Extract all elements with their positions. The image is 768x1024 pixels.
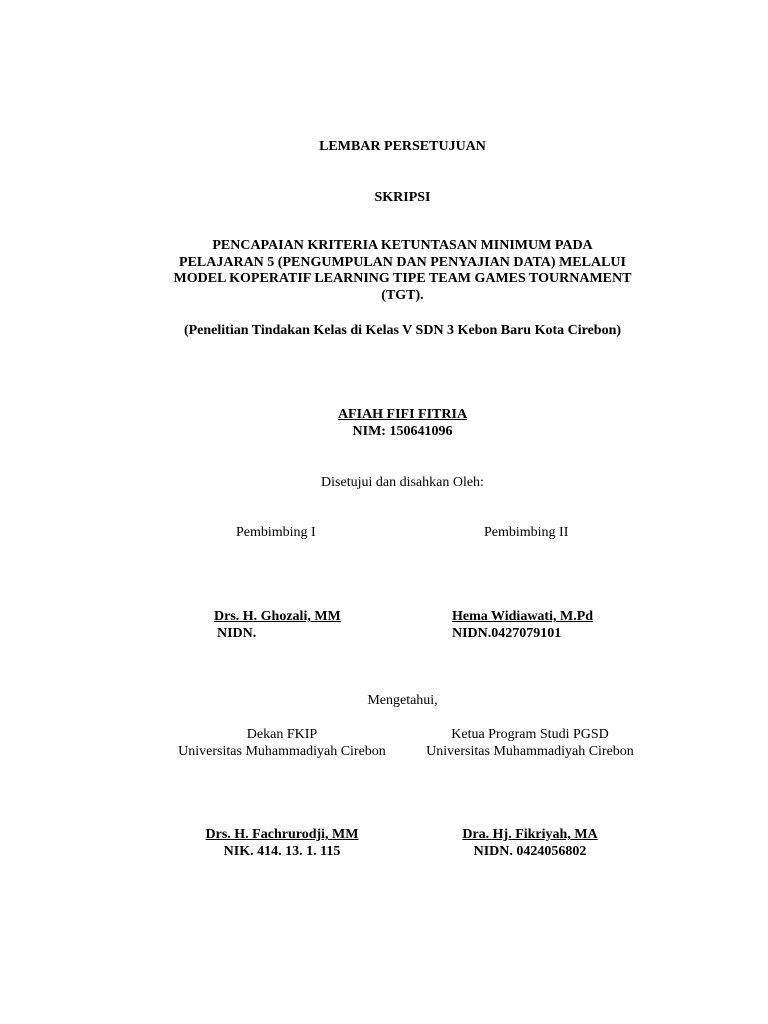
official-1-id: NIK. 414. 13. 1. 115: [223, 844, 341, 859]
official-1-name: Drs. H. Fachrurodji, MM: [205, 827, 359, 842]
acknowledge-text: Mengetahui,: [367, 693, 438, 708]
thesis-subtitle: (Penelitian Tindakan Kelas di Kelas V SDN 3 Kebon Baru Kota Cirebon): [183, 323, 622, 338]
official-2-position: Ketua Program Studi PGSD: [451, 727, 609, 742]
official-2-institution: Universitas Muhammadiyah Cirebon: [426, 744, 634, 759]
page-heading: LEMBAR PERSETUJUAN: [319, 139, 486, 154]
official-1-position: Dekan FKIP: [246, 727, 318, 742]
advisor-1-role: Pembimbing I: [236, 525, 316, 540]
document-type: SKRIPSI: [374, 190, 431, 205]
author-nim: NIM: 150641096: [352, 424, 453, 439]
thesis-title: [100, 238, 705, 304]
advisor-1-name: Drs. H. Ghozali, MM: [214, 609, 341, 624]
official-2-name: Dra. Hj. Fikriyah, MA: [462, 827, 598, 842]
advisor-2-id: NIDN.0427079101: [452, 626, 562, 641]
advisor-1-id: NIDN.: [217, 626, 257, 641]
thesis-title-line: PENCAPAIAN KRITERIA KETUNTASAN MINIMUM PADA: [212, 238, 593, 253]
author-name: AFIAH FIFI FITRIA: [337, 407, 468, 422]
official-2-id: NIDN. 0424056802: [473, 844, 587, 859]
advisor-2-name: Hema Widiawati, M.Pd: [452, 609, 594, 624]
advisor-2-role: Pembimbing II: [484, 525, 569, 540]
approval-text: Disetujui dan disahkan Oleh:: [321, 475, 484, 490]
thesis-title-line: PELAJARAN 5 (PENGUMPULAN DAN PENYAJIAN DATA) MELALUI: [179, 254, 626, 270]
thesis-title-line: (TGT).: [381, 287, 424, 303]
thesis-title-line: MODEL KOPERATIF LEARNING TIPE TEAM GAMES TOURNAMENT: [173, 271, 632, 286]
official-1-institution: Universitas Muhammadiyah Cirebon: [178, 744, 386, 759]
